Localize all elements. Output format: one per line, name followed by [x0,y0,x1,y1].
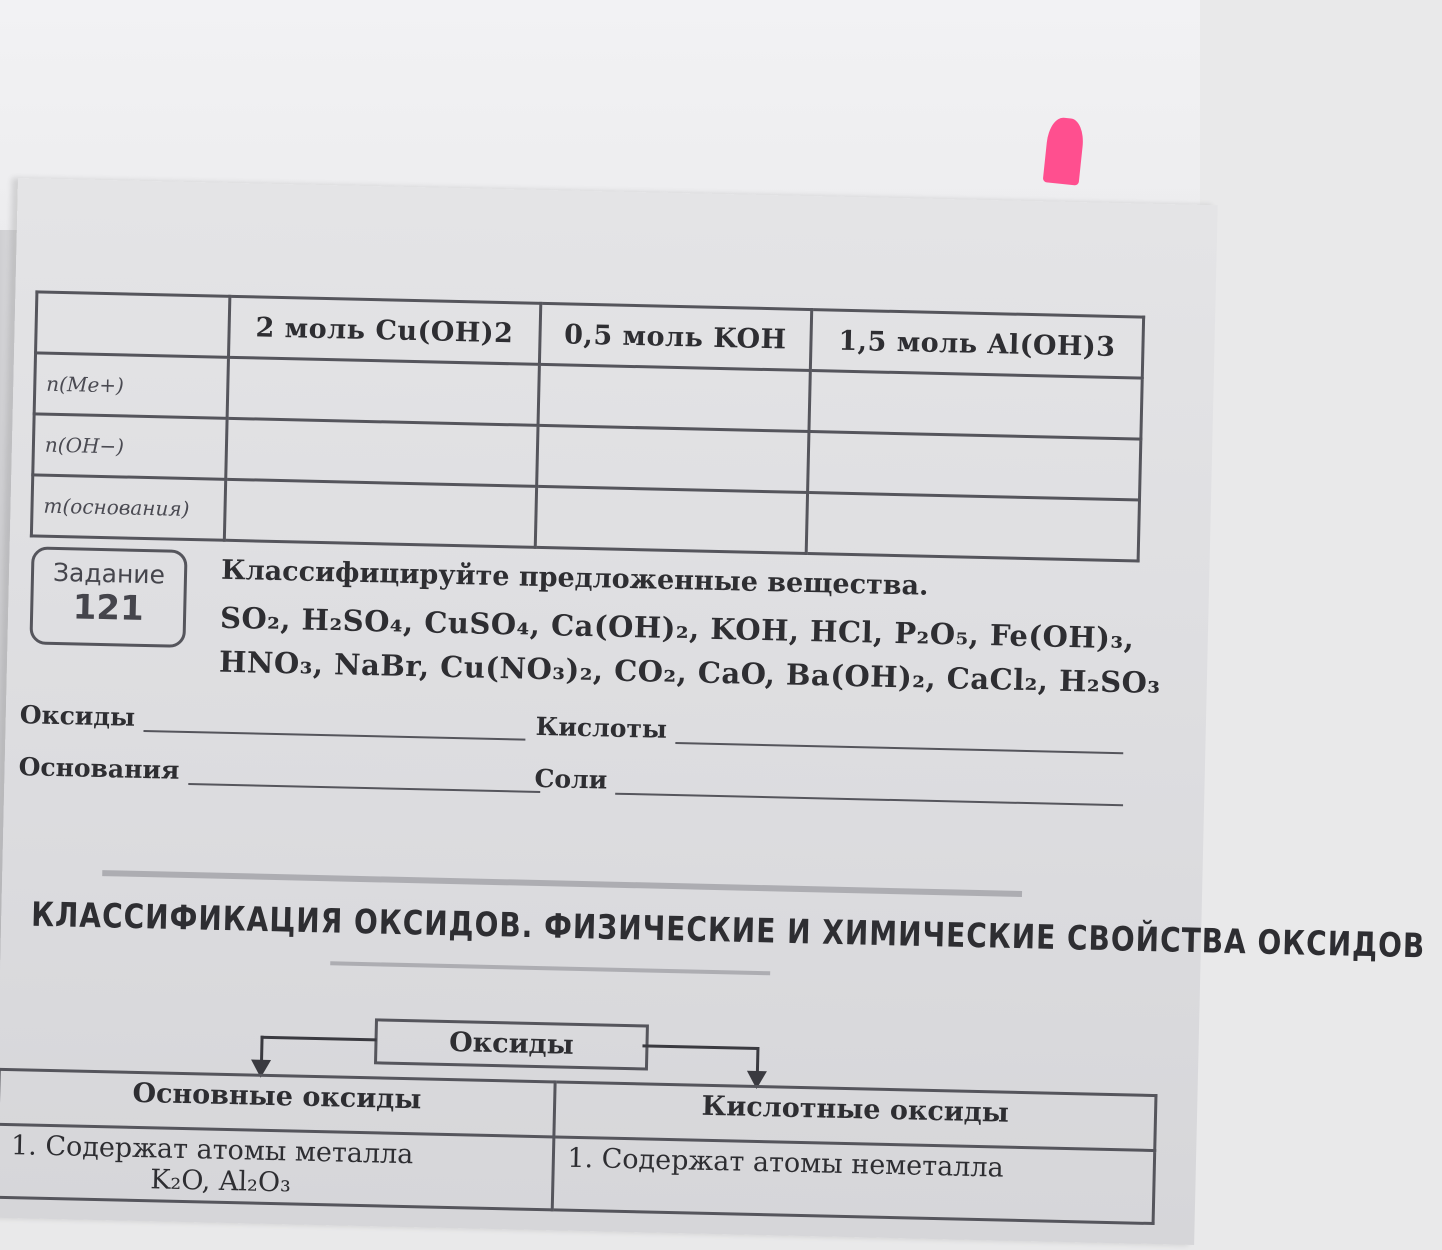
salts-answer-line[interactable] [616,773,1124,807]
answer-cell[interactable] [536,425,809,492]
corner-cell [36,292,230,357]
oxides-label: Оксиды [19,700,136,732]
basic-oxides-example: K₂O, Al₂O₃ [149,1164,292,1199]
acids-label: Кислоты [535,711,668,744]
task-badge-word: Задание [52,557,166,590]
col-header-cu: 2 моль Cu(OH)2 [228,296,540,364]
col-header-koh: 0,5 моль KOH [539,303,812,370]
textbook-page [0,178,1426,1245]
answer-cell[interactable] [538,364,811,431]
row-label-n-oh: n(OH−) [33,414,227,479]
moles-table [30,290,1145,562]
basic-oxides-item-text: 1. Содержат атомы металла [10,1130,414,1171]
salts-field [534,764,1124,806]
task-instruction: Классифицируйте предложенные вещества. [220,554,929,602]
acidic-oxides-item: 1. Содержат атомы неметалла [553,1137,1155,1224]
oxides-root-box: Оксиды [374,1018,649,1070]
answer-cell[interactable] [227,357,539,425]
arrow-right-vertical [756,1047,760,1073]
answer-cell[interactable] [809,371,1142,440]
section-rule-top [102,870,1022,897]
basic-oxides-header: Основные оксиды [0,1069,556,1137]
acids-field [535,712,1124,754]
answer-cell[interactable] [806,492,1139,561]
task-badge-number: 121 [72,587,145,629]
oxides-table [0,1068,1158,1225]
arrow-right-horizontal [642,1044,758,1050]
bases-answer-line[interactable] [188,763,540,793]
answer-cell[interactable] [224,479,536,547]
answer-cell[interactable] [535,486,808,553]
row-label-n-me: n(Me+) [34,353,228,418]
arrow-left-vertical [260,1036,264,1062]
section-rule-bottom [330,961,770,975]
substance-list-line-2: HNO₃, NaBr, Cu(NO₃)₂, CO₂, CaO, Ba(OH)₂, CaCl₂, H₂SO₃ [218,644,1161,701]
col-header-al: 1,5 моль Al(OH)3 [810,310,1143,379]
salts-label: Соли [534,763,608,795]
task-badge [29,546,187,648]
oxides-field [19,700,526,740]
acidic-oxides-header: Кислотные оксиды [554,1082,1156,1151]
bases-field [18,752,540,793]
oxides-answer-line[interactable] [144,710,526,741]
section-title: КЛАССИФИКАЦИЯ ОКСИДОВ. ФИЗИЧЕСКИЕ И ХИМИЧЕСКИЕ СВОЙСТВА ОКСИДОВ [30,894,1426,966]
answer-cell[interactable] [808,432,1141,501]
acids-answer-line[interactable] [675,722,1123,754]
arrow-left-horizontal [261,1036,377,1042]
answer-cell[interactable] [226,418,538,486]
basic-oxides-item [0,1124,554,1210]
bases-label: Основания [18,752,180,785]
row-label-mass: m(основания) [31,475,225,540]
substance-list-line-1: SO₂, H₂SO₄, CuSO₄, Ca(OH)₂, KOH, HCl, P₂O₅, Fe(OH)₃, [219,600,1135,656]
